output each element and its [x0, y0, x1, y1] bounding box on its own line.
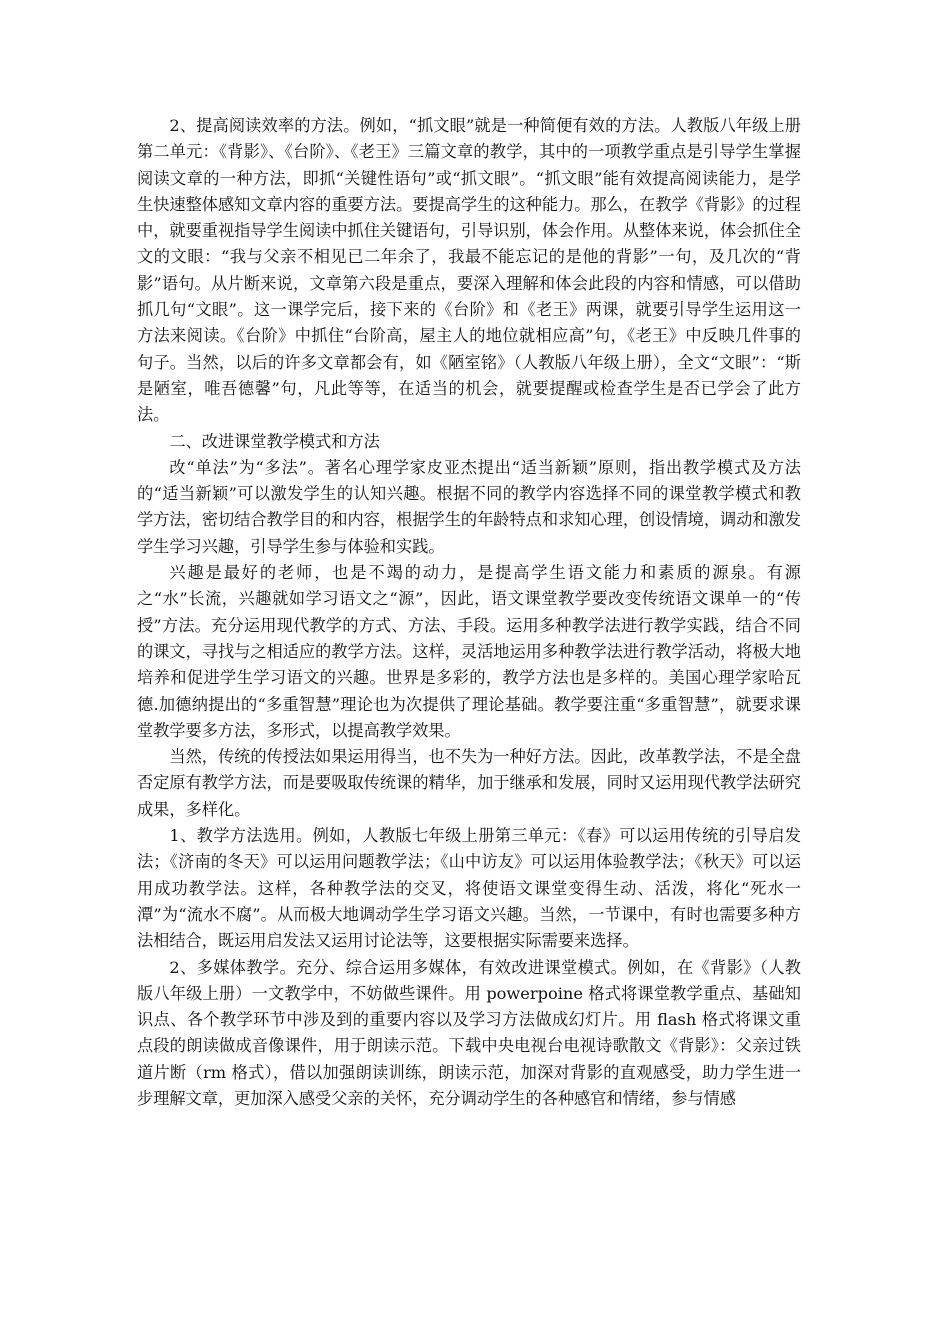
paragraph-interest: 兴趣是最好的老师，也是不竭的动力，是提高学生语文能力和素质的源泉。有源之“水”长流，兴趣就如学习语文之“源”，因此，语文课堂教学要改变传统语文课单一的“传授”方法。充分运用现代教学的方式、方法、手段。运用多种教学法进行教学实践，结合不同的课文，寻找与之相适应的教学方法。这样，灵活地运用多种教学法进行教学活动，将极大地培养和促进学生学习语文的兴趣。世界是多彩的，教学方法也是多样的。美国心理学家哈瓦德.加德纳提出的“多重智慧”理论也为次提供了理论基础。教学要注重“多重智慧”，就要求课堂教学要多方法，多形式，以提高教学效果。 [137, 563, 801, 740]
document-body [137, 113, 801, 1112]
paragraph-reading-efficiency: 2、提高阅读效率的方法。例如，“抓文眼”就是一种简便有效的方法。人教版八年级上册第二单元：《背影》、《台阶》、《老王》三篇文章的教学，其中的一项教学重点是引导学生掌握阅读文章的一种方法，即抓“关键性语句”或“抓文眼”。“抓文眼”能有效提高阅读能力，是学生快速整体感知文章内容的重要方法。要提高学生的这种能力。那么，在教学《背影》的过程中，就要重视指导学生阅读中抓住关键语句，引导识别，体会作用。从整体来说，体会抓住全文的文眼：“我与父亲不相见已二年余了，我最不能忘记的是他的背影”一句，及几次的“背影”语句。从片断来说，文章第六段是重点，要深入理解和体会此段的内容和情感，可以借助抓几句“文眼”。这一课学完后，接下来的《台阶》和《老王》两课，就要引导学生运用这一方法来阅读。《台阶》中抓住“台阶高，屋主人的地位就相应高”句，《老王》中反映几件事的句子。当然，以后的许多文章都会有，如《陋室铭》（人教版八年级上册），全文“文眼”：“斯是陋室，唯吾德馨”句，凡此等等，在适当的机会，就要提醒或检查学生是否已学会了此方法。 [137, 116, 801, 425]
paragraph-method-selection: 1、教学方法选用。例如，人教版七年级上册第三单元：《春》可以运用传统的引导启发法；《济南的冬天》可以运用问题教学法；《山中访友》可以运用体验教学法；《秋天》可以运用成功教学法。这样，各种教学法的交叉，将使语文课堂变得生动、活泼，将化“死水一潭”为“流水不腐”。从而极大地调动学生学习语文兴趣。当然，一节课中，有时也需要多种方法相结合，既运用启发法又运用讨论法等，这要根据实际需要来选择。 [137, 826, 801, 951]
paragraph-traditional-method: 当然，传统的传授法如果运用得当，也不失为一种好方法。因此，改革教学法，不是全盘否定原有教学方法，而是要吸取传统课的精华，加于继承和发展，同时又运用现代教学法研究成果，多样化。 [137, 747, 801, 819]
paragraph-multimedia: 2、多媒体教学。充分、综合运用多媒体，有效改进课堂模式。例如，在《背影》（人教版八年级上册）一文教学中，不妨做些课件。用 powerpoine 格式将课堂教学重点、基础知识点、各个教学环节中涉及到的重要内容以及学习方法做成幻灯片。用 flash 格式将课文重点段的朗读做成音像课件，用于朗读示范。下载中央电视台电视诗歌散文《背影》：父亲过铁道片断（rm 格式），借以加强朗读训练，朗读示范，加深对背影的直观感受，助力学生进一步理解文章，更加深入感受父亲的关怀，充分调动学生的各种感官和情绪，参与情感 [137, 957, 801, 1108]
paragraph-multi-method: 改“单法”为“多法”。著名心理学家皮亚杰提出“适当新颖”原则，指出教学模式及方法的“适当新颖”可以激发学生的认知兴趣。根据不同的教学内容选择不同的课堂教学模式和教学方法，密切结合教学目的和内容，根据学生的年龄特点和求知心理，创设情境，调动和激发学生学习兴趣，引导学生参与体验和实践。 [137, 457, 801, 556]
section-heading-teaching-mode: 二、改进课堂教学模式和方法 [169, 431, 380, 451]
